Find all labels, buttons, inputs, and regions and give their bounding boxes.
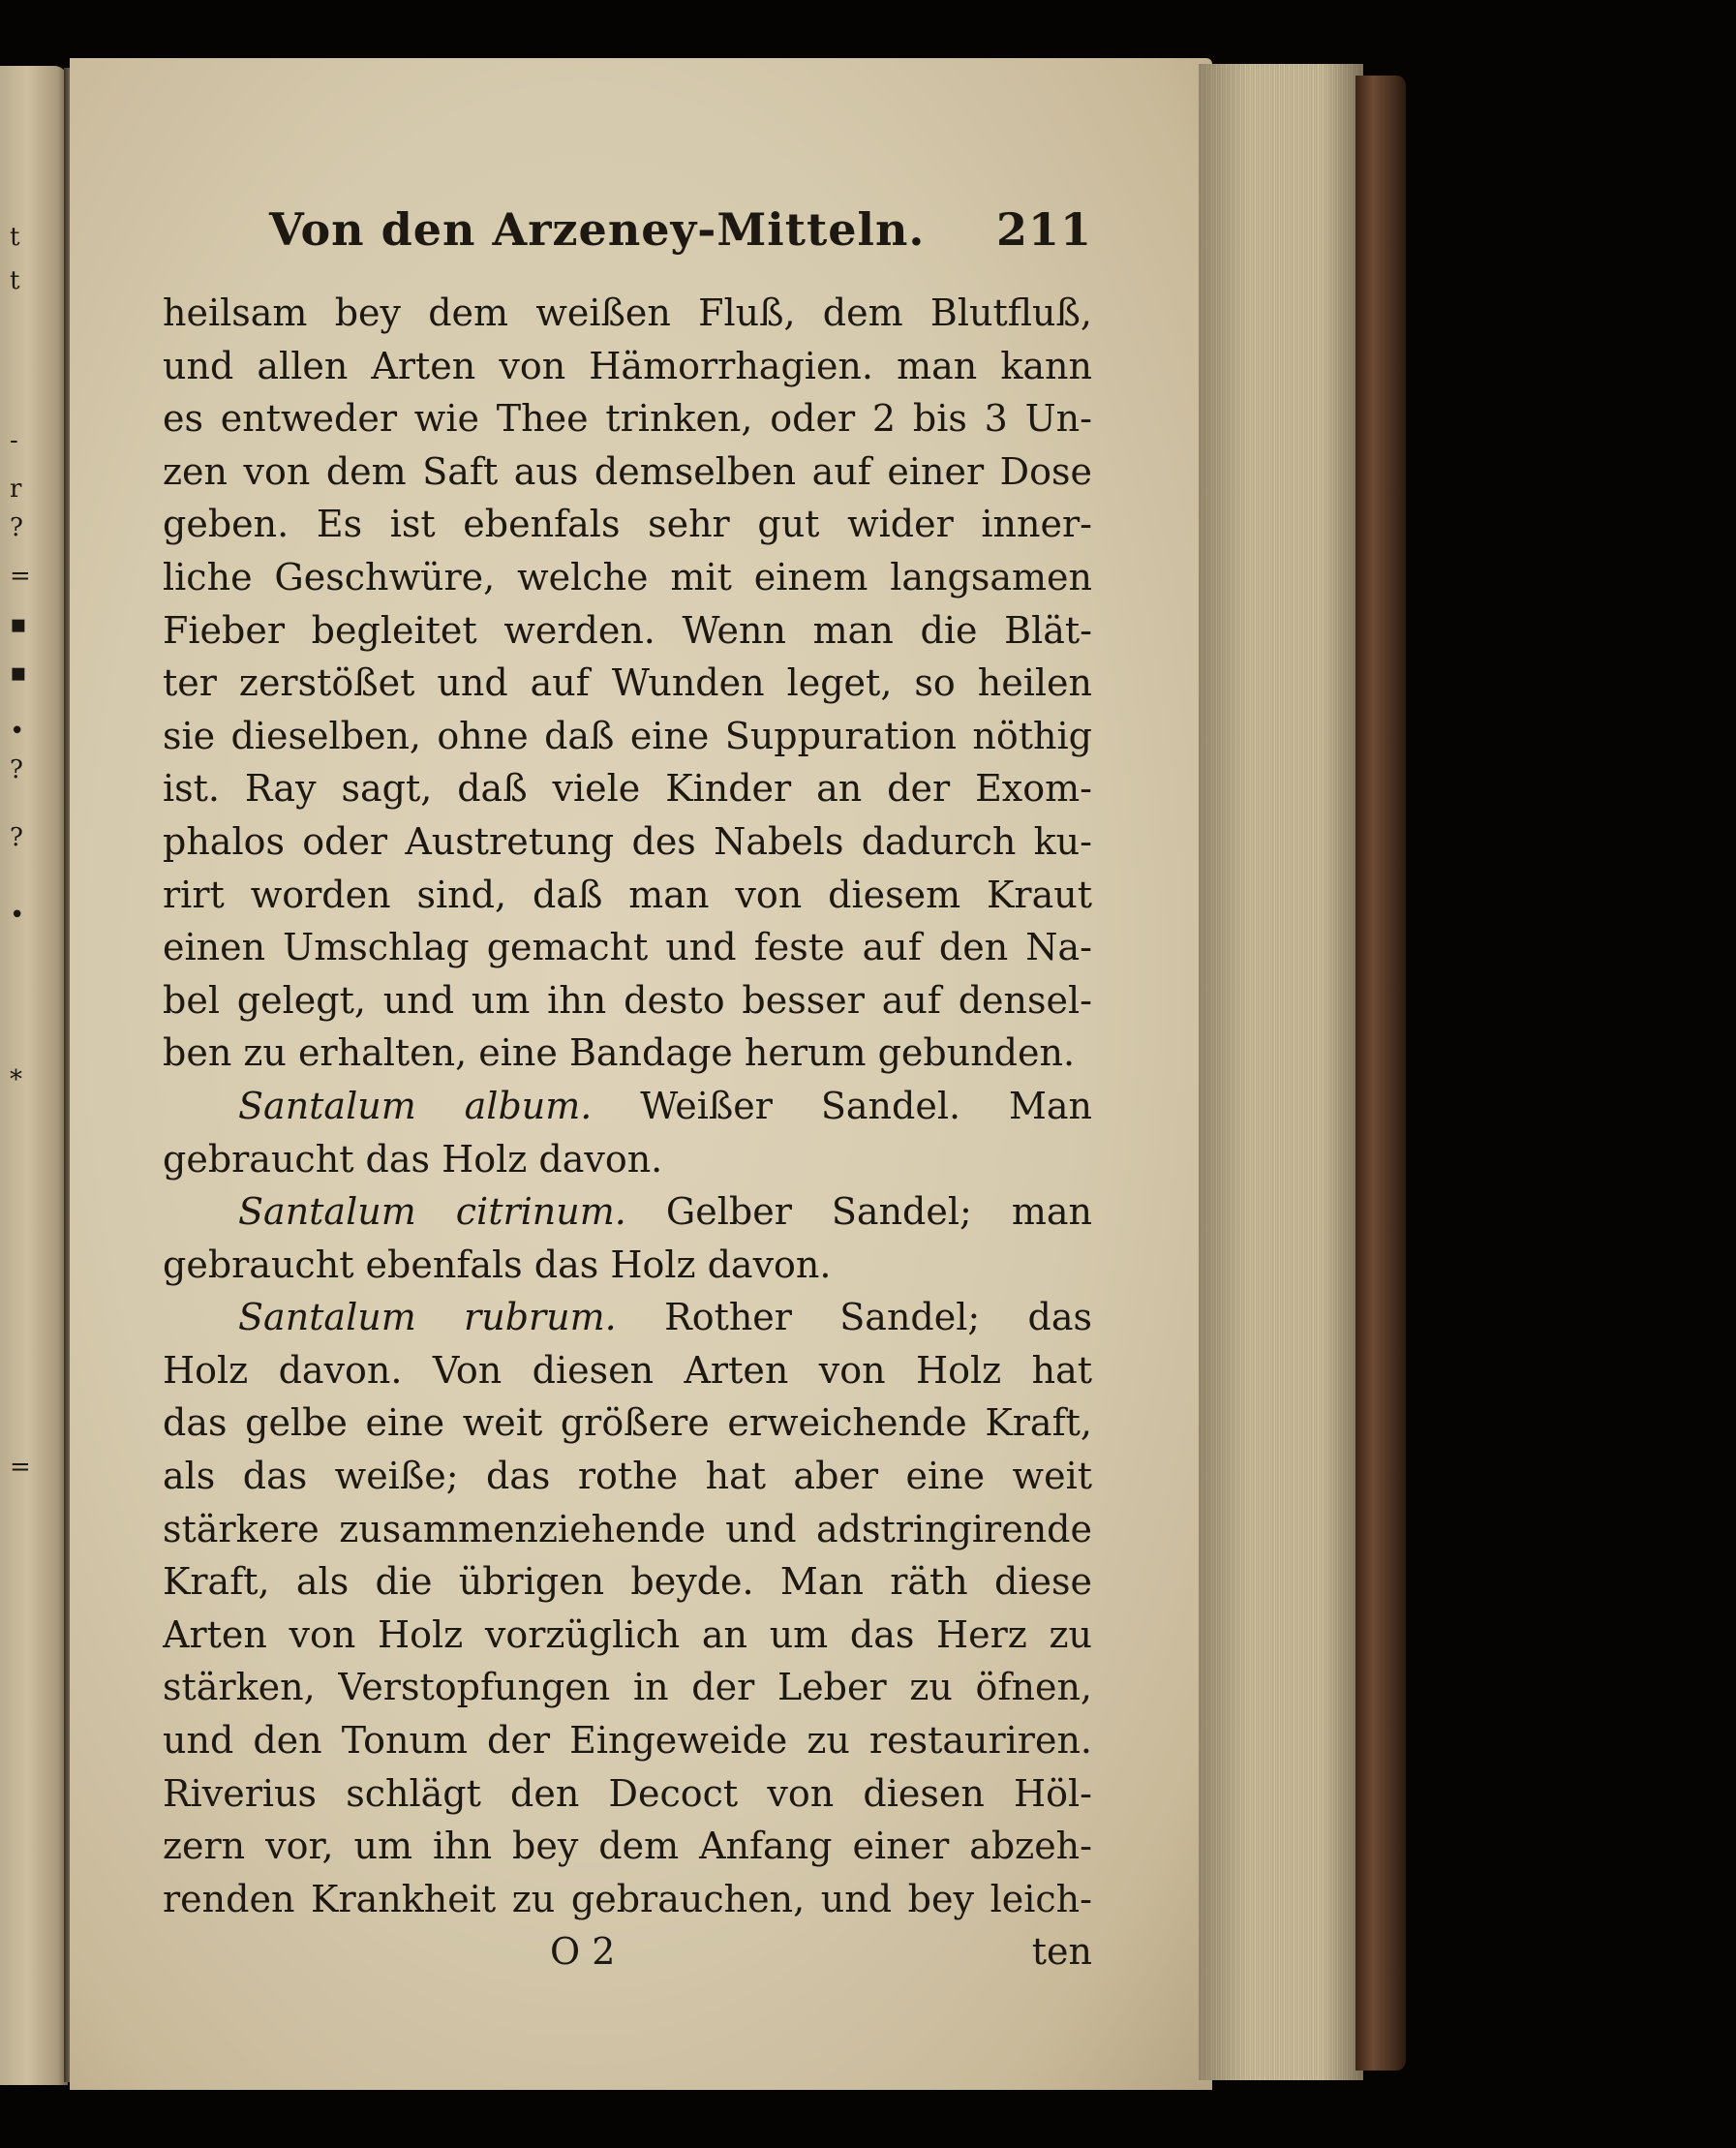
text-line: ist. Ray sagt, daß viele Kinder an der Exom-	[163, 767, 1092, 811]
text-line: Fieber begleitet werden. Wenn man die Blät-	[163, 608, 1092, 652]
entry-first-line-rest: Weißer Sandel. Man	[640, 1084, 1092, 1127]
page-footer	[163, 1925, 1092, 1978]
left-edge-mark: ?	[10, 513, 23, 542]
text-line: und den Tonum der Eingeweide zu restauriren.	[163, 1719, 1092, 1763]
text-line: zen von dem Saft aus demselben auf einer Dose	[163, 449, 1092, 493]
text-line: und allen Arten von Hämorrhagien. man kann	[163, 344, 1092, 387]
text-line: liche Geschwüre, welche mit einem langsamen	[163, 555, 1092, 598]
entry-first-line	[163, 1080, 1092, 1133]
left-edge-mark: •	[10, 717, 25, 746]
entry-first-line	[163, 1185, 1092, 1239]
fore-edge-shadow	[1199, 64, 1363, 2080]
text-line: rirt worden sind, daß man von diesem Kraut	[163, 873, 1092, 916]
text-line: einen Umschlag gemacht und feste auf den Na-	[163, 926, 1092, 969]
text-line: sie dieselben, ohne daß eine Suppuration nöthig	[163, 714, 1092, 757]
left-edge-mark: -	[10, 426, 18, 455]
text-line: renden Krankheit zu gebrauchen, und bey leich-	[163, 1877, 1092, 1920]
text-line: Kraft, als die übrigen beyde. Man räth diese	[163, 1560, 1092, 1604]
body-text	[163, 287, 1092, 1925]
paragraph-santalum-rubrum	[163, 1291, 1092, 1925]
text-line: Riverius schlägt den Decoct von diesen Höl-	[163, 1771, 1092, 1815]
left-edge-mark: r	[10, 475, 22, 504]
signature-mark: O 2	[550, 1930, 616, 1974]
latin-term: Santalum rubrum.	[238, 1296, 617, 1339]
book-page	[70, 58, 1212, 2090]
entry-first-line-rest: Gelber Sandel; man	[665, 1190, 1092, 1234]
text-line: gebraucht das Holz davon.	[163, 1137, 663, 1181]
left-edge-mark: ▪	[10, 610, 27, 639]
text-line: bel gelegt, und um ihn desto besser auf densel-	[163, 978, 1092, 1022]
latin-term: Santalum album.	[238, 1084, 593, 1127]
text-line: geben. Es ist ebenfals sehr gut wider inner-	[163, 503, 1092, 546]
entry-first-line	[163, 1291, 1092, 1344]
text-line: ter zerstößet und auf Wunden leget, so heilen	[163, 661, 1092, 705]
left-edge-mark: ?	[10, 823, 23, 852]
left-edge-mark: =	[10, 562, 31, 591]
text-line: als das weiße; das rothe hat aber eine weit	[163, 1455, 1092, 1498]
entry-first-line-rest: Rother Sandel; das	[664, 1296, 1092, 1339]
text-line: es entweder wie Thee trinken, oder 2 bis 3 Un-	[163, 397, 1092, 441]
left-page-edge	[0, 66, 68, 2085]
text-block	[163, 203, 1092, 1978]
latin-term: Santalum citrinum.	[238, 1190, 626, 1234]
text-line: stärken, Verstopfungen in der Leber zu öfnen,	[163, 1666, 1092, 1709]
text-line: phalos oder Austretung des Nabels dadurch ku-	[163, 819, 1092, 863]
text-line: gebraucht ebenfals das Holz davon.	[163, 1243, 832, 1286]
text-line: ben zu erhalten, eine Bandage herum gebunden.	[163, 1031, 1076, 1075]
left-edge-mark: ▪	[10, 659, 27, 688]
paragraph-santalum-album	[163, 1080, 1092, 1185]
text-line: zern vor, um ihn bey dem Anfang einer abzeh-	[163, 1825, 1092, 1868]
page-number: 211	[995, 203, 1092, 256]
left-edge-mark: =	[10, 1453, 31, 1482]
text-line: das gelbe eine weit größere erweichende Kraft,	[163, 1401, 1092, 1445]
paragraph	[163, 287, 1092, 1080]
text-line: Holz davon. Von diesen Arten von Holz hat	[163, 1348, 1092, 1392]
left-edge-mark: *	[10, 1065, 22, 1094]
left-edge-mark: •	[10, 901, 25, 930]
left-edge-mark: t	[10, 266, 20, 295]
text-line: stärkere zusammenziehende und adstringirende	[163, 1507, 1092, 1550]
left-edge-mark: ?	[10, 755, 23, 784]
paragraph-santalum-citrinum	[163, 1185, 1092, 1291]
catchword: ten	[1031, 1930, 1092, 1974]
book-cover	[1355, 76, 1406, 2071]
left-edge-mark: t	[10, 223, 20, 252]
text-line: heilsam bey dem weißen Fluß, dem Blutfluß,	[163, 292, 1092, 334]
running-title: Von den Arzeney-Mitteln.	[269, 203, 926, 256]
text-line: Arten von Holz vorzüglich an um das Herz zu	[163, 1612, 1092, 1656]
running-head	[163, 203, 1092, 281]
